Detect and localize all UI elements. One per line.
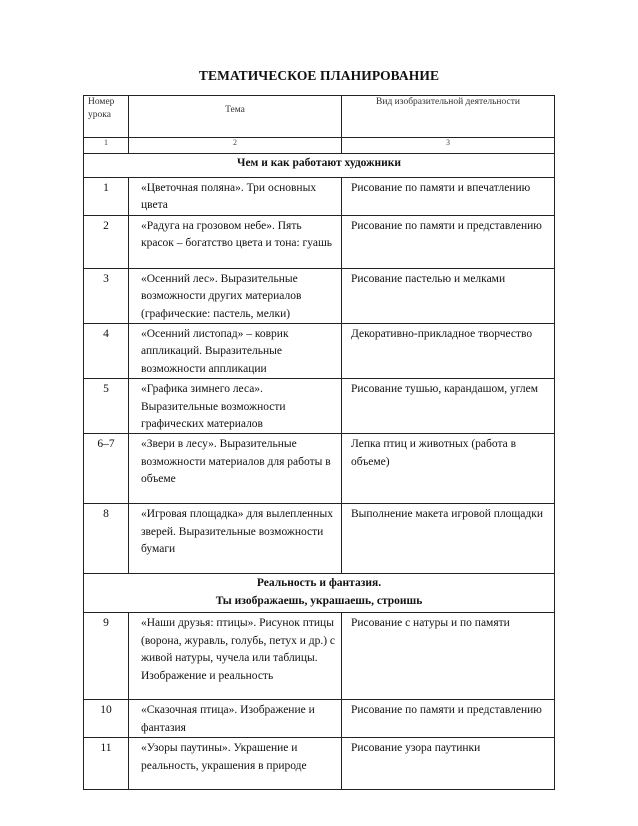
column-number: 3 (342, 138, 555, 154)
lesson-topic: «Игровая площадка» для вылепленных зверей. Выразительные возможности бумаги (129, 504, 342, 574)
header-topic: Тема (129, 96, 342, 138)
lesson-number: 8 (84, 504, 129, 574)
section-title-line: Реальность и фантазия. (256, 577, 382, 590)
lesson-number: 1 (84, 178, 129, 216)
lesson-topic: «Графика зимнего леса». Выразительные возможности графических материалов (129, 379, 342, 434)
lesson-number: 9 (84, 613, 129, 700)
section-row (84, 574, 555, 613)
section-row (84, 154, 555, 178)
lesson-topic: «Наши друзья: птицы». Рисунок птицы (ворона, журавль, голубь, петух и др.) с живой натуры, чучела или таблицы. Изображение и реальность (129, 613, 342, 700)
table-row (84, 504, 555, 574)
lesson-activity: Выполнение макета игровой площадки (342, 504, 555, 574)
table-row (84, 178, 555, 216)
section-title-line: Ты изображаешь, украшаешь, строишь (215, 595, 423, 608)
section-title: Чем и как работают художники (84, 154, 555, 178)
lesson-number: 11 (84, 738, 129, 790)
page-title: ТЕМАТИЧЕСКОЕ ПЛАНИРОВАНИЕ (198, 68, 440, 83)
lesson-topic: «Цветочная поляна». Три основных цвета (129, 178, 342, 216)
lesson-activity: Декоративно-прикладное творчество (342, 324, 555, 379)
table-row (84, 215, 555, 268)
lesson-activity: Рисование по памяти и впечатлению (342, 178, 555, 216)
lesson-activity: Рисование пастелью и мелками (342, 268, 555, 323)
column-number: 1 (84, 138, 129, 154)
table-row (84, 379, 555, 434)
lesson-activity: Лепка птиц и животных (работа в объеме) (342, 434, 555, 504)
lesson-number: 10 (84, 700, 129, 738)
table-row (84, 613, 555, 700)
lesson-number: 3 (84, 268, 129, 323)
lesson-number: 4 (84, 324, 129, 379)
column-number: 2 (129, 138, 342, 154)
lesson-number: 2 (84, 215, 129, 268)
table-row (84, 700, 555, 738)
table-header-row (84, 96, 555, 138)
header-lesson-number: Номер урока (84, 96, 129, 138)
lesson-activity: Рисование по памяти и представлению (342, 700, 555, 738)
table-row (84, 268, 555, 323)
lesson-topic: «Осенний лес». Выразительные возможности других материалов (графические: пастель, мелки) (129, 268, 342, 323)
lesson-topic: «Радуга на грозовом небе». Пять красок – богатство цвета и тона: гуашь (129, 215, 342, 268)
lesson-number: 5 (84, 379, 129, 434)
planning-table (83, 95, 555, 790)
lesson-activity: Рисование с натуры и по памяти (342, 613, 555, 700)
lesson-number: 6–7 (84, 434, 129, 504)
table-row (84, 434, 555, 504)
section-title (84, 574, 555, 613)
lesson-activity: Рисование по памяти и представлению (342, 215, 555, 268)
column-number-row (84, 138, 555, 154)
lesson-topic: «Звери в лесу». Выразительные возможности материалов для работы в объеме (129, 434, 342, 504)
lesson-topic: «Узоры паутины». Украшение и реальность, украшения в природе (129, 738, 342, 790)
table-row (84, 324, 555, 379)
lesson-topic: «Осенний листопад» – коврик аппликаций. Выразительные возможности аппликации (129, 324, 342, 379)
header-activity: Вид изобразительной деятельности (342, 96, 555, 138)
lesson-activity: Рисование тушью, карандашом, углем (342, 379, 555, 434)
table-row (84, 738, 555, 790)
lesson-topic: «Сказочная птица». Изображение и фантазия (129, 700, 342, 738)
lesson-activity: Рисование узора паутинки (342, 738, 555, 790)
